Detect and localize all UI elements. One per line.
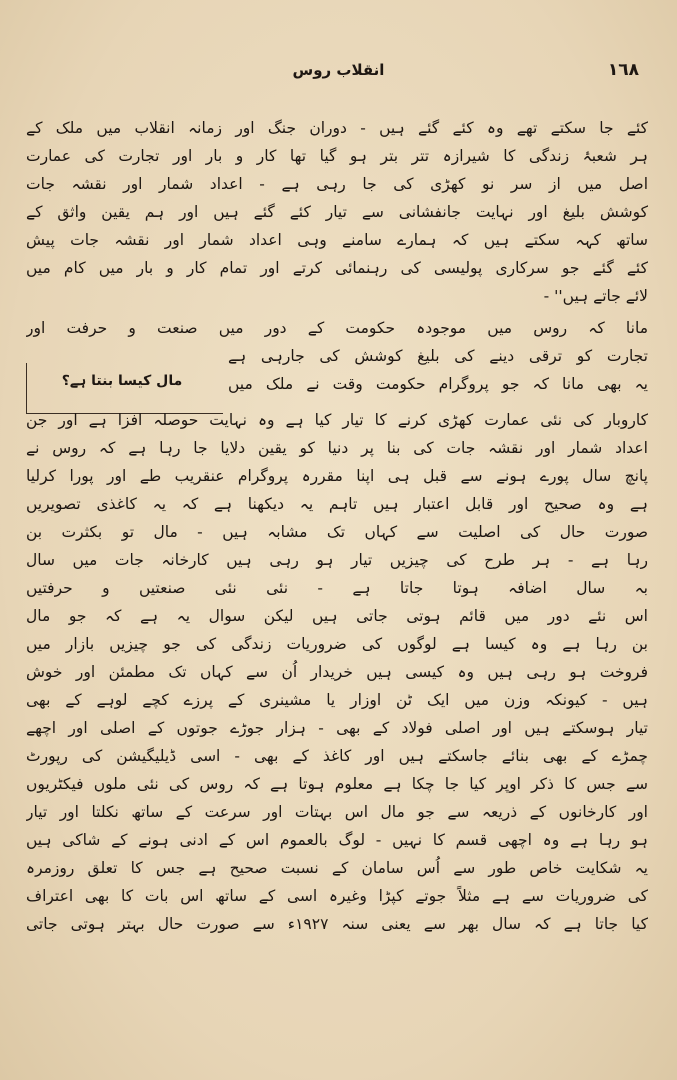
text-line-27: یہ شکایت خاص طور سے اُس سامان کے نسبت صحیح ہے جس کا تعلق روزمرہ <box>26 859 648 877</box>
text-line-4: کوشش بلیغ اور نہایت جانفشانی سے تیار کئے گئے ہیں اور ہم یقین واثق کے <box>26 203 648 221</box>
text-line-13: پانچ سال پورے ہونے سے قبل ہی اپنا مقررہ پروگرام عنقریب طے اور پورا کرلیا <box>26 467 648 485</box>
text-line-29: کیا جاتا ہے کہ سال بھر سے یعنی سنہ ١٩٢٧ء سے صورت حال بہتر ہوتی جاتی <box>26 915 648 933</box>
margin-note: مال کیسا بنتا ہے؟ <box>61 373 183 389</box>
text-line-15: صورت حال کی اصلیت سے کہاں تک مشابہ ہیں - مال تو بکثرت بن <box>26 523 648 541</box>
text-line-6: کئے گئے جو سرکاری پولیسی کی رہنمائی کرتے اور تمام کار و بار میں کام میں <box>26 259 648 277</box>
page-number: ١٦٨ <box>607 60 639 80</box>
text-line-28: کی ضروریات سے ہے مثلاً جوتے کپڑا وغیرہ اسی کے ساتھ اس بات کا بھی اعتراف <box>26 887 648 905</box>
text-line-3: اصل میں از سر نو کھڑی کی جا رہی ہے - اعداد شمار اور نقشہ جات <box>26 175 648 193</box>
text-line-16: رہا ہے - ہر طرح کی چیزیں تیار ہو رہی ہیں کارخانہ جات میں سال <box>26 551 648 569</box>
text-line-20: فروخت ہو رہی ہیں وہ کیسی ہیں خریدار اُن سے کہاں تک مطمئن اور خوش <box>26 663 648 681</box>
text-line-2: ہر شعبۂ زندگی کا شیرازہ تتر بتر ہو گیا تھا کار و بار اور تجارت کی عمارت <box>26 147 648 165</box>
text-line-8: مانا کہ روس میں موجودہ حکومت کے دور میں صنعت و حرفت اور <box>26 319 648 337</box>
text-line-12: اعداد شمار اور نقشہ جات کی بنا پر دنیا کو یقین دلایا جا رہا ہے کہ روس نے <box>26 439 648 457</box>
page-header <box>0 60 677 86</box>
text-line-17: بہ سال اضافہ ہوتا جاتا ہے - نئی نئی صنعتیں و حرفتیں <box>26 579 648 597</box>
text-line-14: ہے وہ صحیح اور قابل اعتبار ہیں تاہم یہ دیکھنا ہے کہ یہ کاغذی تصویریں <box>26 495 648 513</box>
text-line-5: ساتھ کہہ سکتے ہیں کہ ہمارے سامنے وہی اعداد شمار اور نقشہ جات پیش <box>26 231 648 249</box>
text-line-25: اور کارخانوں کے ذریعہ سے جو مال اس بہتات اور سرعت کے ساتھ نکلتا اور تیار <box>26 803 648 821</box>
text-line-24: سے جس کا ذکر اوپر کیا جا چکا ہے معلوم ہوتا ہے کہ روس کی نئی ملوں فیکٹریوں <box>26 775 648 793</box>
text-line-11: کاروبار کی نئی عمارت کھڑی کرنے کا تیار کیا ہے وہ نہایت حوصلہ افزا ہے اور جن <box>26 411 648 429</box>
text-line-22: تیار ہوسکتے ہیں اور اصلی فولاد کے بھی - ہزار جوڑے جوتوں کے اصلی اور اچھے <box>26 719 648 737</box>
text-line-1: کئے جا سکتے تھے وہ کئے گئے ہیں - دوران جنگ اور زمانہ انقلاب میں ملک کے <box>26 119 648 137</box>
text-line-19: بن رہا ہے وہ کیسا ہے لوگوں کی ضروریات زندگی کی جو چیزیں بازار میں <box>26 635 648 653</box>
text-line-10: یہ بھی مانا کہ جو پروگرام حکومت وقت نے ملک میں <box>228 375 648 393</box>
text-line-21: ہیں - کیونکہ وزن میں ایک ٹن اوزار یا مشینری کے پرزے کچے لوہے کے بھی <box>26 691 648 709</box>
running-title: انقلاب روس <box>292 61 385 79</box>
text-line-18: اس نئے دور میں قائم ہوتی جاتی ہیں لیکن سوال یہ ہے کہ جو مال <box>26 607 648 625</box>
text-line-23: چمڑے کے بھی بنائے جاسکتے ہیں اور کاغذ کے بھی - اسی ڈیلیگیشن کی رپورٹ <box>26 747 648 765</box>
text-line-26: ہو رہا ہے وہ اچھی قسم کا نہیں - لوگ بالعموم اس کے ادنی ہونے کے شاکی ہیں <box>26 831 648 849</box>
text-line-9: تجارت کو ترقی دینے کی بلیغ کوشش کی جارہی ہے <box>228 347 648 365</box>
text-line-7: لائے جاتے ہیں'' - <box>543 287 648 305</box>
